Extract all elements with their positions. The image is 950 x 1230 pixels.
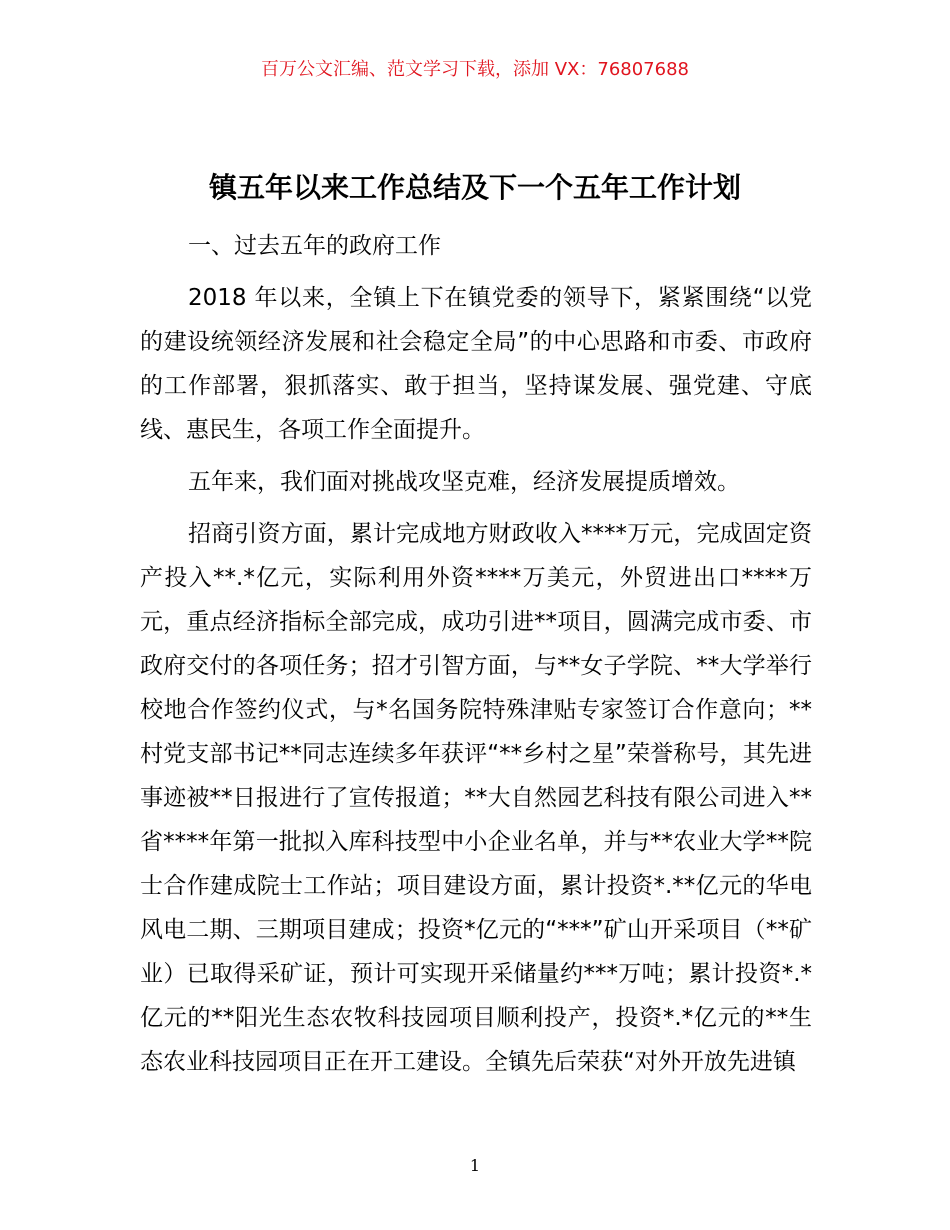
document-title: 镇五年以来工作总结及下一个五年工作计划 [208, 171, 741, 204]
page-number: 1 [469, 1156, 481, 1175]
document-body [140, 224, 812, 1092]
section-heading: 一、过去五年的政府工作 [188, 233, 441, 259]
header-banner: 百万公文汇编、范文学习下载，添加 VX：76807688 [261, 59, 689, 80]
body-paragraph: 招商引资方面，累计完成地方财政收入****万元，完成固定资产投入**.*亿元，实际利用外资****万美元，外贸进出口****万元，重点经济指标全部完成，成功引进**项目，圆满完成市委、市政府交付的各项任务；招才引智方面，与**女子学院、**大学举行校地合作签约仪式，与*名国务院特殊津贴专家签订合作意向；**村党支部书记**同志连续多年获评“**乡村之星”荣誉称号，其先进事迹被**日报进行了宣传报道；**大自然园艺科技有限公司进入**省****年第一批拟入库科技型中小企业名单，并与**农业大学**院士合作建成院士工作站；项目建设方面，累计投资*.**亿元的华电风电二期、三期项目建成；投资*亿元的“***”矿山开采项目（**矿业）已取得采矿证，预计可实现开采储量约***万吨；累计投资*.*亿元的**阳光生态农牧科技园项目顺利投产，投资*.*亿元的**生态农业科技园项目正在开工建设。全镇先后荣获“对外开放先进镇 [140, 521, 812, 1075]
body-paragraph: 2018 年以来，全镇上下在镇党委的领导下，紧紧围绕“以党的建设统领经济发展和社会稳定全局”的中心思路和市委、市政府的工作部署，狠抓落实、敢于担当，坚持谋发展、强党建、守底线、惠民生，各项工作全面提升。 [140, 285, 812, 443]
body-paragraph: 五年来，我们面对挑战攻坚克难，经济发展提质增效。 [188, 469, 740, 495]
